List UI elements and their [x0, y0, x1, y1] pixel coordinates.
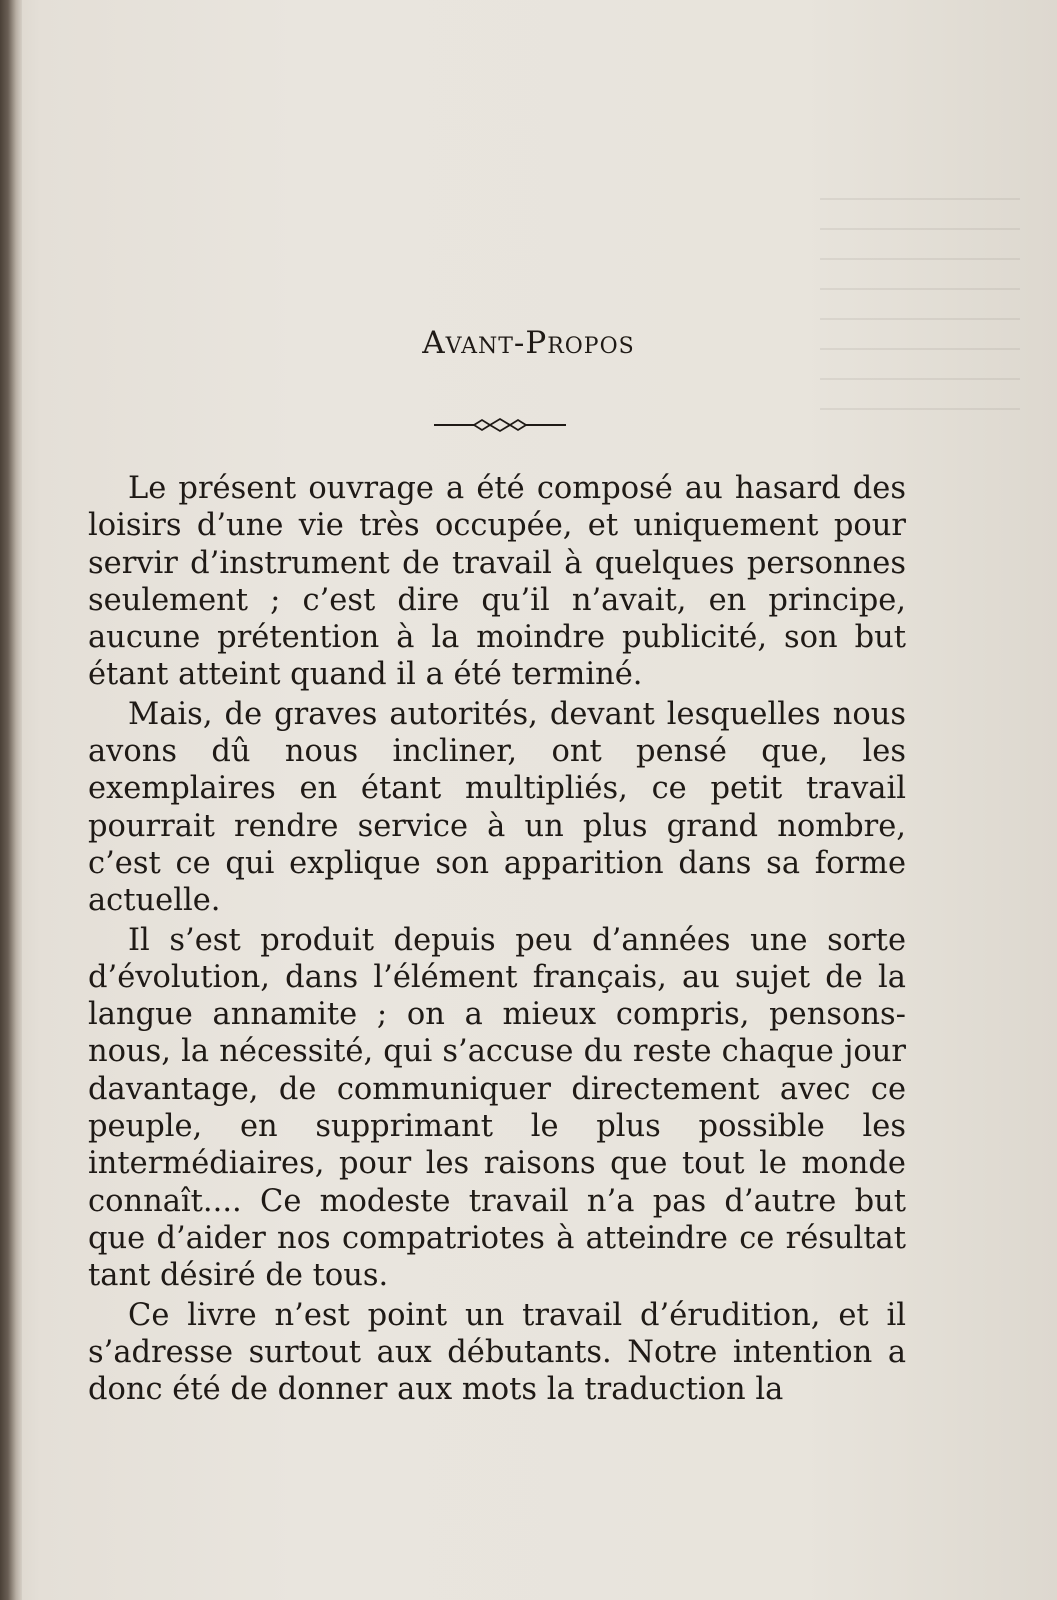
paragraph: Mais, de graves autorités, devant lesquelles nous avons dû nous incliner, ont pensé que, les exemplaires en étant multipliés, ce petit travail pourrait rendre service à un plus grand nombre, c’est ce qui explique son apparition dans sa forme actuelle.: [88, 696, 906, 919]
page-body-text: [88, 470, 906, 1408]
paragraph: Le présent ouvrage a été composé au hasard des loisirs d’une vie très occupée, et uniquement pour servir d’instrument de travail à quelques personnes seulement ; c’est dire qu’il n’avait, en principe, aucune prétention à la moindre publicité, son but étant atteint quand il a été terminé.: [88, 471, 906, 693]
paragraph: Il s’est produit depuis peu d’années une sorte d’évolution, dans l’élément français, au sujet de la langue annamite ; on a mieux compris, pensons-nous, la nécessité, qui s’accuse du reste chaque jour davantage, de communiquer directement avec ce peuple, en supprimant le plus possible les intermédiaires, pour les raisons que tout le monde connaît.... Ce modeste travail n’a pas d’autre but que d’aider nos compatriotes à atteindre ce résultat tant désiré de tous.: [88, 922, 906, 1294]
book-binding-edge: [0, 0, 22, 1600]
ornament-divider-icon: [434, 416, 566, 434]
page-title: Avant-Propos: [422, 325, 635, 361]
paragraph: Ce livre n’est point un travail d’érudition, et il s’adresse surtout aux débutants. Notre intention a donc été de donner aux mots la traduction la: [88, 1297, 906, 1408]
show-through-text: [820, 170, 1020, 420]
